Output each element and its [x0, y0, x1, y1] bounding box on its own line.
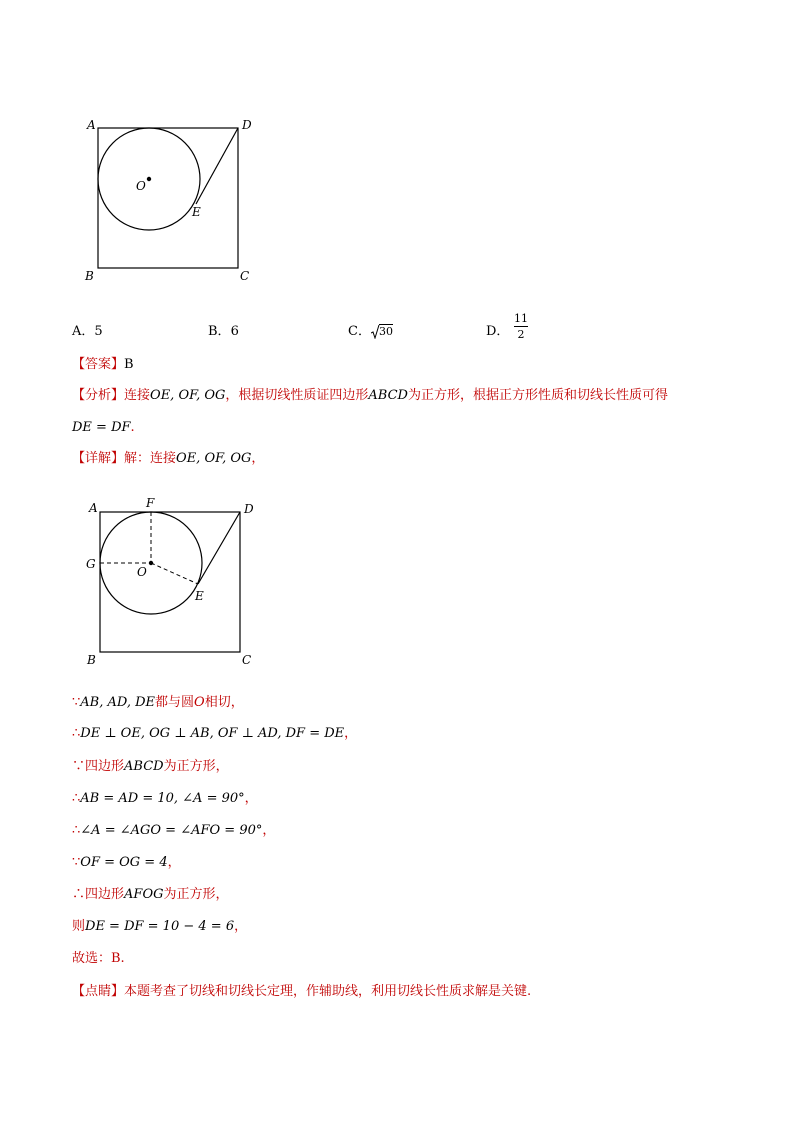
step-1-text-1: 都与圆: [155, 695, 195, 710]
label-a-2: A: [89, 501, 98, 515]
step-4: [72, 789, 258, 809]
tangent-line-de: [196, 128, 238, 204]
step-7-math-1: AFOG: [124, 887, 164, 902]
step-1: [72, 693, 244, 713]
choice-d-fraction: [514, 312, 528, 341]
figure-square-circle-tangent: [80, 112, 270, 292]
step-3-text-1: 四边形: [85, 759, 125, 774]
label-c-2: C: [242, 653, 252, 667]
analysis-tag: 【分析】: [72, 388, 125, 403]
label-b: B: [85, 269, 94, 283]
step-7-text-1: 四边形: [85, 887, 125, 902]
step-2: [72, 724, 357, 744]
choice-d-numerator: 11: [514, 312, 528, 325]
detail-math-1: OE, OF, OG: [176, 451, 252, 466]
detail-tag: 【详解】: [72, 451, 125, 466]
analysis-text-4: .: [130, 420, 135, 435]
because-symbol: ∵: [72, 759, 86, 774]
step-1-math-1: AB, AD, DE: [80, 695, 156, 710]
analysis-math-2: ABCD: [368, 388, 408, 403]
because-symbol: ∵: [72, 855, 81, 870]
choice-a-label: A．: [72, 324, 95, 339]
analysis-line-2: [72, 418, 135, 438]
step-8: [72, 917, 247, 937]
choice-d-label-wrap: [486, 320, 509, 339]
analysis-text-1: 连接: [124, 388, 151, 403]
square-abcd-2: [100, 512, 240, 652]
choice-b: [208, 320, 239, 339]
answer-line: [72, 355, 134, 375]
choice-d-denominator: 2: [517, 328, 525, 341]
choice-b-value: 6: [230, 324, 239, 339]
step-7-text-2: 为正方形，: [163, 887, 229, 902]
label-c: C: [240, 269, 250, 283]
step-8-text-0: 则: [72, 919, 86, 934]
step-4-math-1: AB = AD = 10, ∠A = 90°: [80, 791, 245, 806]
step-5: [72, 821, 275, 841]
segment-oe: [151, 563, 198, 584]
choice-d-label: D．: [486, 324, 510, 339]
analysis-line-1: [72, 386, 668, 406]
step-5-text-1: ，: [262, 823, 276, 838]
detail-text-1: 解：连接: [124, 451, 177, 466]
answer-text: B: [124, 357, 134, 372]
choice-a-value: 5: [94, 324, 103, 339]
step-2-math-1: DE ⊥ OE, OG ⊥ AB, OF ⊥ AD, DF = DE: [80, 726, 345, 741]
step-9: 故选：B.: [72, 951, 125, 966]
step-7: [72, 885, 229, 905]
step-5-math-1: ∠A = ∠AGO = ∠AFO = 90°: [80, 823, 263, 838]
radical-sign-icon: [371, 325, 380, 339]
comment-line: [72, 982, 531, 1002]
step-6: [72, 853, 181, 873]
therefore-symbol: ∴: [72, 791, 81, 806]
sqrt-symbol: [371, 325, 393, 338]
therefore-symbol: ∴: [72, 887, 86, 902]
label-e-2: E: [195, 589, 204, 603]
choice-c-radicand: 30: [378, 325, 393, 338]
analysis-math-3: DE = DF: [72, 420, 131, 435]
step-3-math-1: ABCD: [124, 759, 164, 774]
detail-line: [72, 449, 264, 469]
step-6-text-1: ，: [167, 855, 181, 870]
answer-choices: [72, 316, 692, 346]
label-e: E: [192, 205, 201, 219]
step-8-math-1: DE = DF = 10 − 4 = 6: [85, 919, 235, 934]
label-a: A: [87, 118, 96, 132]
detail-text-2: ，: [251, 451, 265, 466]
label-o-2: O: [137, 565, 147, 579]
analysis-text-2: ，根据切线性质证四边形: [225, 388, 369, 403]
tangent-line-de-2: [198, 512, 240, 584]
therefore-symbol: ∴: [72, 823, 81, 838]
label-d-2: D: [244, 502, 254, 516]
fraction-bar: [514, 326, 528, 327]
choice-c-label: C．: [348, 324, 371, 339]
step-8-text-1: ，: [234, 919, 248, 934]
step-4-text-1: ，: [244, 791, 258, 806]
square-abcd: [98, 128, 238, 268]
step-6-math-1: OF = OG = 4: [80, 855, 168, 870]
choice-a: [72, 320, 103, 339]
step-1-text-2: 相切，: [204, 695, 244, 710]
label-g-2: G: [86, 557, 96, 571]
because-symbol: ∵: [72, 695, 81, 710]
analysis-text-3: 为正方形，根据正方形性质和切线长性质可得: [407, 388, 668, 403]
label-d: D: [242, 118, 252, 132]
center-point-o-2: [149, 561, 153, 565]
comment-tag: 【点睛】: [72, 984, 125, 999]
therefore-symbol: ∴: [72, 726, 81, 741]
comment-text: 本题考查了切线和切线长定理，作辅助线，利用切线长性质求解是关键.: [124, 984, 532, 999]
step-1-math-2: O: [194, 695, 205, 710]
step-3-text-2: 为正方形，: [163, 759, 229, 774]
step-3: [72, 757, 229, 777]
choice-c: [348, 320, 393, 339]
answer-tag: 【答案】: [72, 357, 125, 372]
label-b-2: B: [87, 653, 96, 667]
step-2-text-1: ，: [344, 726, 358, 741]
figure-solution-diagram: [82, 494, 272, 674]
label-o: O: [136, 179, 146, 193]
center-point-o: [147, 177, 151, 181]
choice-b-label: B．: [208, 324, 231, 339]
label-f-2: F: [146, 496, 155, 510]
analysis-math-1: OE, OF, OG: [150, 388, 226, 403]
